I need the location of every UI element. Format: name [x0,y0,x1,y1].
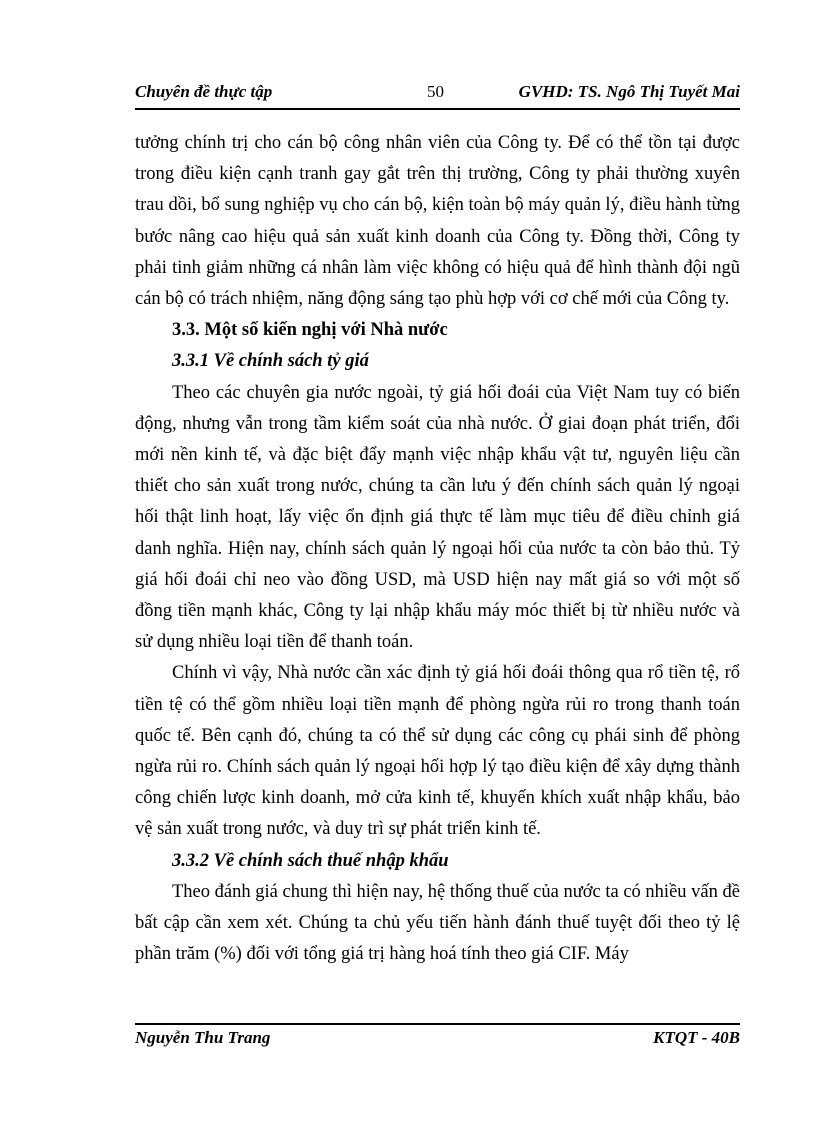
footer-class: KTQT - 40B [653,1028,740,1047]
page-header [135,78,740,106]
document-body [135,128,740,970]
page-footer [135,1028,740,1052]
header-divider [135,108,740,110]
footer-author: Nguyễn Thu Trang [135,1028,271,1047]
paragraph: Theo các chuyên gia nước ngoài, tỷ giá hối đoái của Việt Nam tuy có biến động, nhưng vẫn trong tầm kiểm soát của nhà nước. Ở giai đoạn phát triển, đổi mới nền kinh tế, và đặc biệt đẩy mạnh việc nhập khẩu vật tư, nguyên liệu cần thiết cho sản xuất trong nước, chúng ta cần lưu ý đến chính sách quản lý ngoại hối thật linh hoạt, lấy việc ổn định giá thực tế làm mục tiêu để điều chỉnh giá danh nghĩa. Hiện nay, chính sách quản lý ngoại hối của nước ta còn bảo thủ. Tỷ giá hối đoái chỉ neo vào đồng USD, mà USD hiện nay mất giá so với một số đồng tiền mạnh khác, Công ty lại nhập khẩu máy móc thiết bị từ nhiều nước và sử dụng nhiều loại tiền để thanh toán. [135,382,740,653]
footer-divider [135,1023,740,1025]
section-heading: 3.3. Một số kiến nghị với Nhà nước [172,320,448,341]
page-number: 50 [427,82,444,101]
header-title: Chuyên đề thực tập [135,82,273,101]
subsection-heading: 3.3.1 Về chính sách tỷ giá [172,351,369,372]
subsection-heading: 3.3.2 Về chính sách thuế nhập khẩu [172,850,449,871]
paragraph: tưởng chính trị cho cán bộ công nhân viên của Công ty. Để có thể tồn tại được trong điều kiện cạnh tranh gay gắt trên thị trường, Công ty phải thường xuyên trau dồi, bổ sung nghiệp vụ cho cán bộ, kiện toàn bộ máy quản lý, điều hành từng bước nâng cao hiệu quả sản xuất kinh doanh của Công ty. Đồng thời, Công ty phải tinh giảm những cá nhân làm việc không có hiệu quả để hình thành đội ngũ cán bộ có trách nhiệm, năng động sáng tạo phù hợp với cơ chế mới của Công ty. [135,133,740,310]
paragraph: Chính vì vậy, Nhà nước cần xác định tỷ giá hối đoái thông qua rổ tiền tệ, rổ tiền tệ có thể gồm nhiều loại tiền mạnh để phòng ngừa rủi ro trong thanh toán quốc tế. Bên cạnh đó, chúng ta có thể sử dụng các công cụ phái sinh để phòng ngừa rủi ro. Chính sách quản lý ngoại hối hợp lý tạo điều kiện để xây dựng thành công chiến lược kinh doanh, mở cửa kinh tế, khuyến khích xuất nhập khẩu, bảo vệ sản xuất trong nước, và duy trì sự phát triển kinh tế. [135,663,740,840]
paragraph: Theo đánh giá chung thì hiện nay, hệ thống thuế của nước ta có nhiều vấn đề bất cập cần xem xét. Chúng ta chủ yếu tiến hành đánh thuế tuyệt đối theo tỷ lệ phần trăm (%) đối với tổng giá trị hàng hoá tính theo giá CIF. Máy [135,881,740,965]
header-advisor: GVHD: TS. Ngô Thị Tuyết Mai [518,82,740,101]
